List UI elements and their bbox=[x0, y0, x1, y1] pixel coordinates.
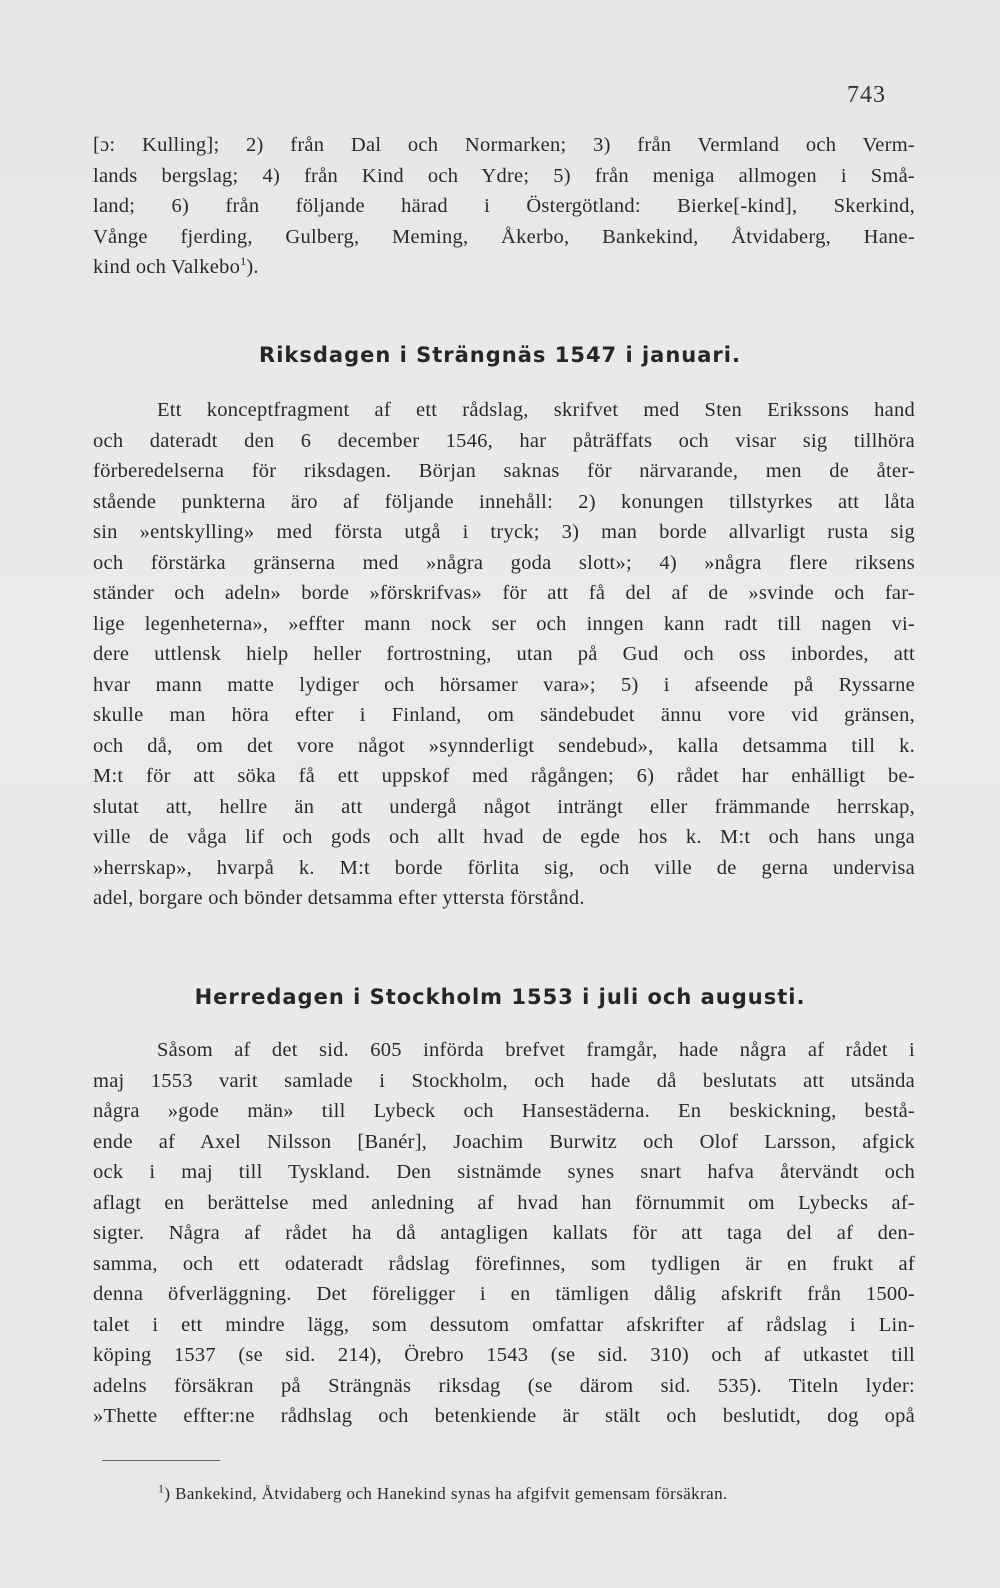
text-line: och förstärka gränserna med »några goda slott»; 4) »några flere riksens bbox=[93, 551, 915, 574]
text-line: och då, om det vore något »synnderligt sendebud», kalla detsamma till k. bbox=[93, 734, 915, 757]
text-line: köping 1537 (se sid. 214), Örebro 1543 (se sid. 310) och af utkastet till bbox=[93, 1344, 915, 1366]
text-line: ville de våga lif och gods och allt hvad de egde hos k. M:t och hans unga bbox=[93, 826, 915, 848]
text-line: skulle man höra efter i Finland, om sändebudet ännu vore vid gränsen, bbox=[93, 704, 915, 726]
text-line: ende af Axel Nilsson [Banér], Joachim Burwitz och Olof Larsson, afgick bbox=[93, 1130, 915, 1153]
text-line: adelns försäkran på Strängnäs riksdag (se därom sid. 535). Titeln lyder: bbox=[93, 1374, 915, 1397]
text-line: dere uttlensk hielp heller fortrostning, utan på Gud och oss inbordes, att bbox=[93, 643, 915, 665]
text-fragment: kind och Valkebo bbox=[93, 256, 241, 278]
text-line: talet i ett mindre lägg, som dessutom omfattar afskrifter af rådslag i Lin- bbox=[93, 1313, 915, 1336]
text-line: ock i maj till Tyskland. Den sistnämde synes snart hafva återvändt och bbox=[93, 1161, 915, 1183]
text-line: hvar mann matte lydiger och hörsamer vara»; 5) i afseende på Ryssarne bbox=[93, 673, 915, 696]
text-fragment: ). bbox=[246, 256, 259, 278]
text-line: förberedelserna för riksdagen. Början saknas för närvarande, men de åter- bbox=[93, 460, 915, 482]
text-line: slutat att, hellre än att undergå något inträngt eller främmande herrskap, bbox=[93, 795, 915, 818]
text-line: stående punkterna äro af följande innehåll: 2) konungen tillstyrkes att låta bbox=[93, 490, 915, 513]
text-line: maj 1553 varit samlade i Stockholm, och hade då beslutats att utsända bbox=[93, 1069, 915, 1092]
text-line: [ɔ: Kulling]; 2) från Dal och Normarken; 3) från Vermland och Verm- bbox=[93, 134, 915, 156]
text-line: Ett konceptfragment af ett rådslag, skrifvet med Sten Erikssons hand bbox=[157, 399, 915, 421]
footnote bbox=[158, 1481, 728, 1504]
text-line: ständer och adeln» borde »förskrifvas» för att få del af de »svinde och far- bbox=[93, 582, 915, 604]
text-line-last bbox=[93, 252, 915, 283]
text-line: lige legenheterna», »effter mann nock ser och inngen kann radt till nagen vi- bbox=[93, 612, 915, 635]
text-line: M:t för att söka få ett uppskof med rågången; 6) rådet har enhälligt be- bbox=[93, 765, 915, 787]
text-line: denna öfverläggning. Det föreligger i en tämligen dålig afskrift från 1500- bbox=[93, 1283, 915, 1305]
section-1-paragraph bbox=[93, 130, 915, 283]
text-line: »Thette effter:ne rådhslag och betenkiende är stält och beslutidt, dog opå bbox=[93, 1405, 915, 1427]
text-line: sin »entskylling» med första utgå i tryck; 3) man borde allvarligt rusta sig bbox=[93, 521, 915, 543]
text-line: och dateradt den 6 december 1546, har påträffats och visar sig tillhöra bbox=[93, 429, 915, 452]
footnote-text: ) Bankekind, Åtvidaberg och Hanekind synas ha afgifvit gemensam försäkran. bbox=[164, 1484, 728, 1503]
text-line: sigter. Några af rådet ha då antagligen kallats för att taga del af den- bbox=[93, 1222, 915, 1244]
section-2-paragraph bbox=[93, 395, 915, 914]
page-number: 743 bbox=[847, 82, 886, 108]
text-line: samma, och ett odateradt rådslag förefinnes, som tydligen är en frukt af bbox=[93, 1252, 915, 1275]
text-line: land; 6) från följande härad i Östergötland: Bierke[-kind], Skerkind, bbox=[93, 195, 915, 217]
text-line: aflagt en berättelse med anledning af hvad han förnummit om Lybecks af- bbox=[93, 1191, 915, 1214]
text-line: »herrskap», hvarpå k. M:t borde förlita sig, och ville de gerna undervisa bbox=[93, 856, 915, 879]
text-line-last: adel, borgare och bönder detsamma efter yttersta förstånd. bbox=[93, 887, 585, 909]
text-line: Såsom af det sid. 605 införda brefvet framgår, hade några af rådet i bbox=[157, 1039, 915, 1061]
text-line: några »gode män» till Lybeck och Hansestäderna. En beskickning, bestå- bbox=[93, 1100, 915, 1122]
text-line: lands bergslag; 4) från Kind och Ydre; 5) från meniga allmogen i Små- bbox=[93, 164, 915, 187]
section-heading-herredagen: Herredagen i Stockholm 1553 i juli och augusti. bbox=[194, 985, 806, 1009]
section-3-paragraph bbox=[93, 1035, 915, 1432]
footnote-reference: 1 bbox=[240, 254, 247, 269]
footnote-marker: 1 bbox=[158, 1481, 165, 1496]
text-line: Vånge fjerding, Gulberg, Meming, Åkerbo, Bankekind, Åtvidaberg, Hane- bbox=[93, 225, 915, 248]
footnote-divider bbox=[102, 1460, 220, 1461]
section-heading-riksdagen: Riksdagen i Strängnäs 1547 i januari. bbox=[259, 343, 741, 367]
